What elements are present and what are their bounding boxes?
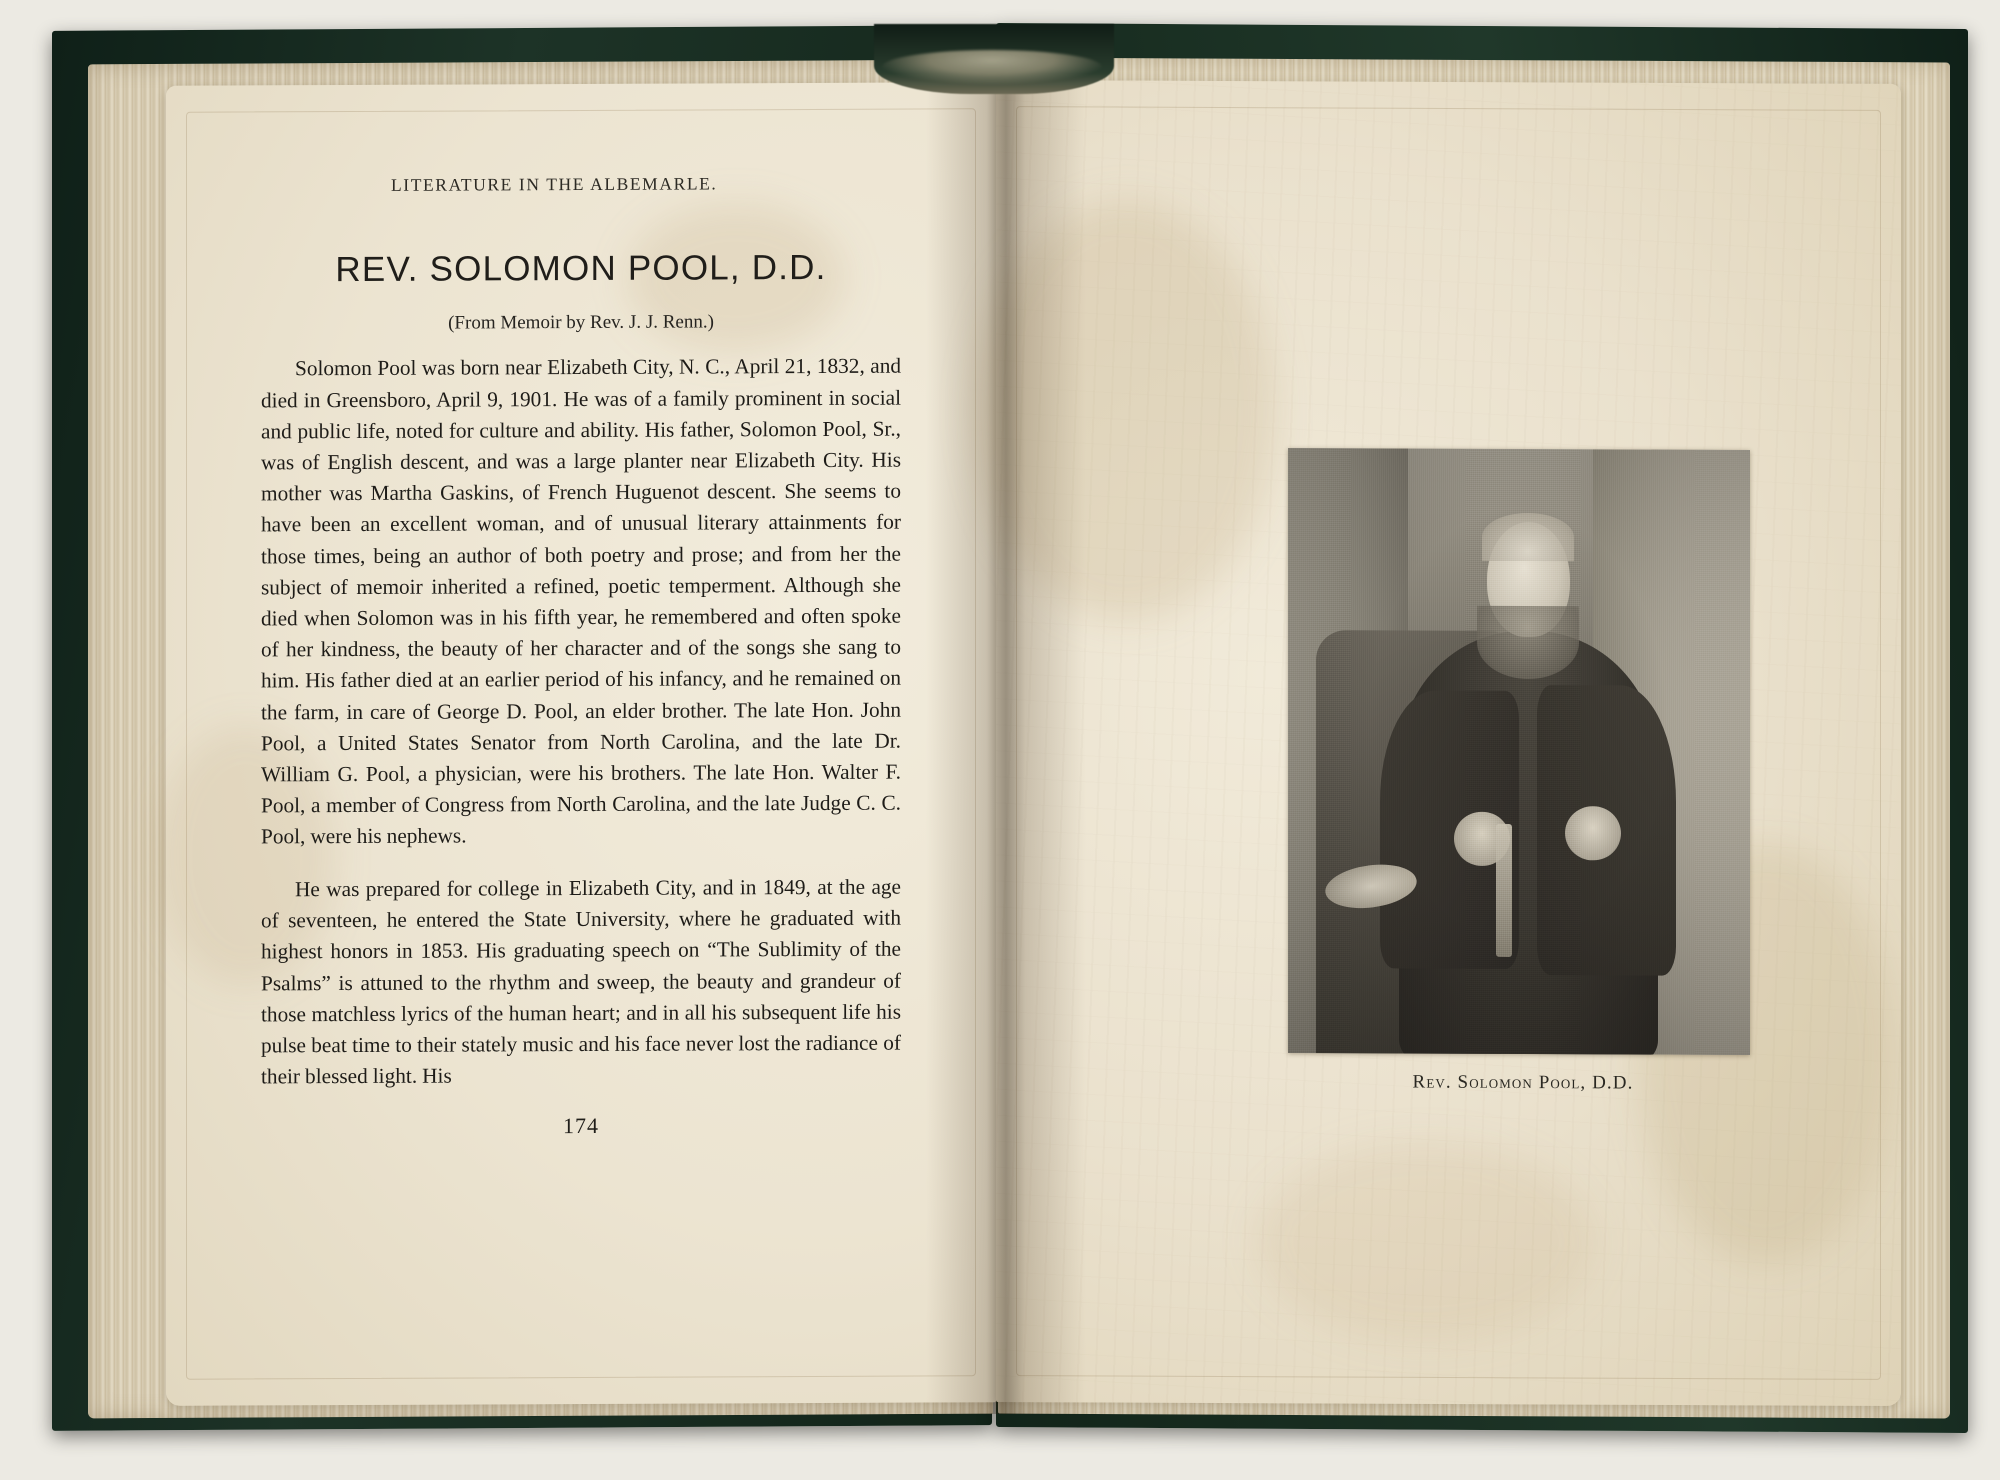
article-credit: (From Memoir by Rev. J. J. Renn.) bbox=[448, 311, 714, 335]
paper-stain bbox=[1256, 1141, 1596, 1342]
article-title: REV. SOLOMON POOL, D.D. bbox=[335, 247, 827, 290]
portrait-halftone-image bbox=[1288, 448, 1750, 1055]
spine-fraying bbox=[882, 50, 1102, 84]
running-head: LITERATURE IN THE ALBEMARLE. bbox=[391, 173, 718, 195]
portrait-plate-block bbox=[1288, 448, 1758, 1095]
open-book bbox=[46, 24, 1976, 1464]
body-paragraph: He was prepared for college in Elizabeth City, and in 1849, at the age of seventeen, he entered the State University, where he graduated with highest honors in 1853. His graduating speech on “The Sublimity of the Psalms” is attuned to the rhythm and sweep, the beauty and grandeur of those matchless lyrics of the human heart; and in all his subsequent life his pulse beat time to their stately music and his face never lost the radiance of their blessed light. His bbox=[261, 874, 901, 1089]
left-page-content bbox=[261, 173, 901, 1336]
page-number: 174 bbox=[563, 1112, 599, 1138]
body-paragraph: Solomon Pool was born near Elizabeth City, N. C., April 21, 1832, and died in Greensboro, April 9, 1901. He was of a family prominent in social and public life, noted for culture and ability. His father, Solomon Pool, Sr., was of English descent, and was a large planter near Elizabeth City. His mother was Martha Gaskins, of French Huguenot descent. She seems to have been an excellent woman, and of unusual literary attainments for those times, being an author of both poetry and prose; and from her the subject of memoir inherited a refined, poetic temperment. Although she died when Solomon was in his fifth year, he remembered and often spoke of her kindness, the beauty of her character and of the songs she sang to him. His father died at an earlier period of his infancy, and he remained on the farm, in care of George D. Pool, an elder brother. The late Hon. John Pool, a United States Senator from North Carolina, and the late Dr. William G. Pool, a physician, were his brothers. The late Hon. Walter F. Pool, a member of Congress from North Carolina, and the late Judge C. C. Pool, were his nephews. bbox=[261, 354, 901, 849]
plate-vignette bbox=[1288, 448, 1750, 1055]
paper-stain bbox=[976, 200, 1276, 621]
plate-caption: Rev. Solomon Pool, D.D. bbox=[1412, 1071, 1634, 1094]
